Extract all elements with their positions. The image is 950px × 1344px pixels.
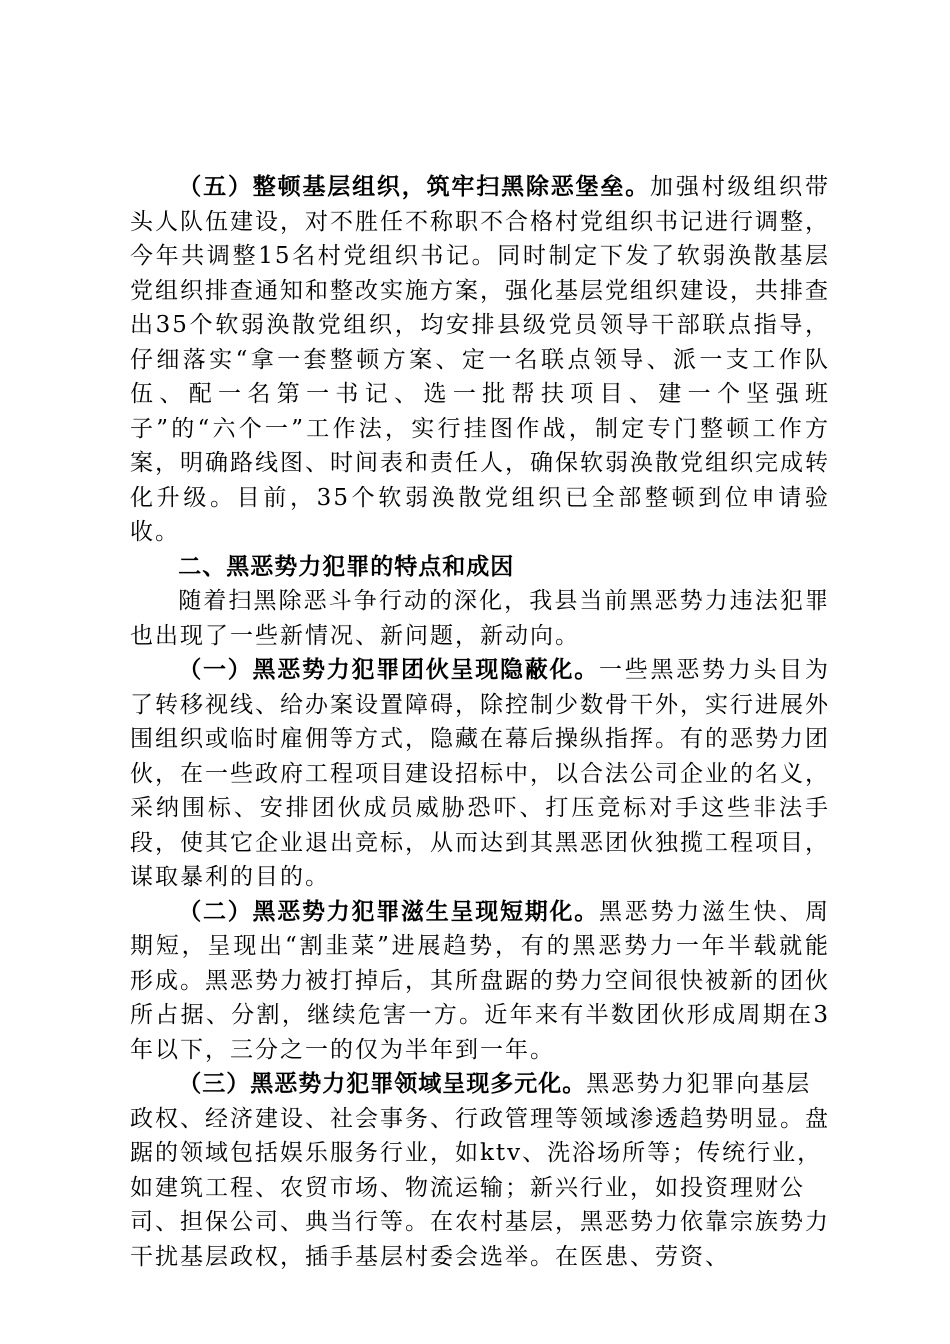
- paragraph-point-1: [130, 653, 830, 895]
- paragraph-lead: （五）整顿基层组织，筑牢扫黑除恶堡垒。: [178, 174, 651, 200]
- paragraph-intro: [130, 584, 830, 653]
- paragraph-lead: （一）黑恶势力犯罪团伙呈现隐蔽化。: [178, 657, 600, 683]
- paragraph-point-3: [130, 1067, 830, 1274]
- paragraph-lead: （二）黑恶势力犯罪滋生呈现短期化。: [178, 898, 600, 925]
- paragraph-lead: （三）黑恶势力犯罪领域呈现多元化。: [178, 1071, 587, 1097]
- paragraph-text: 一些黑恶势力头目为了转移视线、给办案设置障碍，除控制少数骨干外，实行进展外围组织或临时雇佣等方式，隐藏在幕后操纵指挥。有的恶势力团伙，在一些政府工程项目建设招标中，以合法公司企业的名义，采纳围标、安排团伙成员威胁恐吓、打压竞标对手这些非法手段，使其它企业退出竞标，从而达到其黑恶团伙独揽工程项目，谋取暴利的目的。: [130, 657, 831, 890]
- paragraph-text: 黑恶势力滋生快、周期短，呈现出“割韭菜”进展趋势，有的黑恶势力一年半载就能形成。黑恶势力被打掉后，其所盘踞的势力空间很快被新的团伙所占据、分割，继续危害一方。近年来有半数团伙形成周期在3年以下，三分之一的仅为半年到一年。: [130, 898, 831, 1063]
- paragraph-point-2: [130, 895, 830, 1068]
- paragraph-text: 加强村级组织带头人队伍建设，对不胜任不称职不合格村党组织书记进行调整，今年共调整15名村党组织书记。同时制定下发了软弱涣散基层党组织排查通知和整改实施方案，强化基层党组织建设，共排查出35个软弱涣散党组织，均安排县级党员领导干部联点指导，仔细落实“拿一套整顿方案、定一名联点领导、派一支工作队伍、配一名第一书记、选一批帮扶项目、建一个坚强班子”的“六个一”工作法，实行挂图作战，制定专门整顿工作方案，明确路线图、时间表和责任人，确保软弱涣散党组织完成转化升级。目前，35个软弱涣散党组织已全部整顿到位申请验收。: [130, 174, 830, 545]
- document-page: [130, 170, 830, 1274]
- section-heading: 二、黑恶势力犯罪的特点和成因: [178, 553, 515, 580]
- paragraph-text: 黑恶势力犯罪向基层政权、经济建设、社会事务、行政管理等领域渗透趋势明显。盘踞的领域包括娱乐服务行业，如ktv、洗浴场所等；传统行业，如建筑工程、农贸市场、物流运输；新兴行业，如投资理财公司、担保公司、典当行等。在农村基层，黑恶势力依靠宗族势力干扰基层政权，插手基层村委会选举。在医患、劳资、: [130, 1071, 830, 1270]
- paragraph-text: 随着扫黑除恶斗争行动的深化，我县当前黑恶势力违法犯罪也出现了一些新情况、新问题，新动向。: [130, 588, 830, 649]
- paragraph-section-5: [130, 170, 830, 550]
